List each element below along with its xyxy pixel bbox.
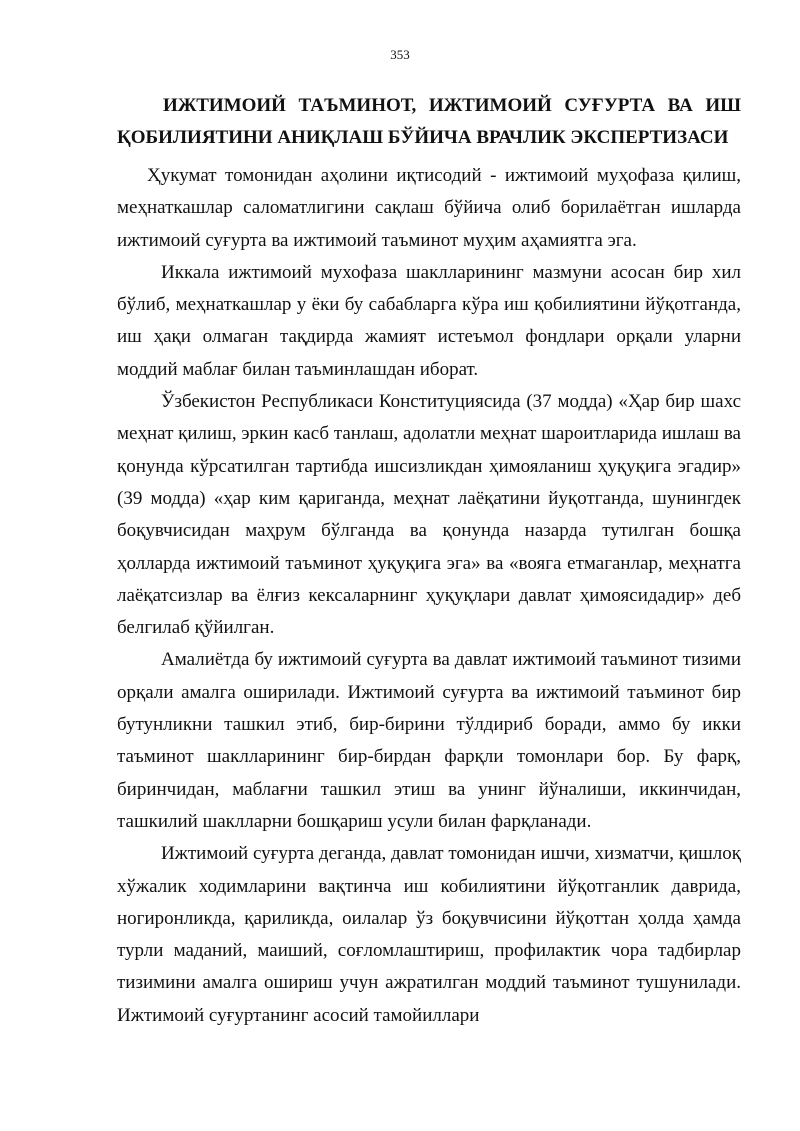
page-number: 353 bbox=[390, 47, 410, 62]
paragraph-5: Ижтимоий суғурта деганда, давлат томонидан ишчи, хизматчи, қишлоқ хўжалик ходимларини вақтинча иш кобилиятини йўқотганлик даврида, ногиронликда, қариликда, оилалар ўз боқувчисини йўқоттан ҳолда ҳамда турли маданий, маиший, соғломлаштириш, профилактик чора тадбирлар тизимини амалга ошириш учун ажратилган моддий таъминот тушунилади. Ижтимоий суғуртанинг асосий тамойиллари bbox=[117, 843, 741, 1026]
title-line-2: ҚОБИЛИЯТИНИ АНИҚЛАШ БЎЙИЧА ВРАЧЛИК ЭКСПЕРТИЗАСИ bbox=[117, 127, 729, 148]
title-line-1: ИЖТИМОИЙ ТАЪМИНОТ, ИЖТИМОИЙ СУҒУРТА ВА ИШ bbox=[163, 95, 741, 116]
paragraph-4: Амалиётда бу ижтимоий суғурта ва давлат ижтимоий таъминот тизими орқали амалга оширилади. Ижтимоий суғурта ва ижтимоий таъминот бир бутунликни ташкил этиб, бир-бирини тўлдириб боради, аммо бу икки таъминот шаклларининг бир-бирдан фарқли томонлари бор. Бу фарқ, биринчидан, маблағни ташкил этиш ва унинг йўналиши, иккинчидан, ташкилий шаклларни бошқариш усули билан фарқланади. bbox=[117, 649, 741, 832]
paragraph-1: Ҳукумат томонидан аҳолини иқтисодий - ижтимоий муҳофаза қилиш, меҳнаткашлар саломатлигини сақлаш бўйича олиб борилаётган ишларда ижтимоий суғурта ва ижтимоий таъминот муҳим аҳамиятга эга. bbox=[117, 165, 741, 251]
document-body bbox=[117, 160, 741, 1032]
document-title bbox=[117, 90, 741, 154]
paragraph-3: Ўзбекистон Республикаси Конституциясида (37 модда) «Ҳар бир шахс меҳнат қилиш, эркин касб танлаш, адолатли меҳнат шароитларида ишлаш ва қонунда кўрсатилган тартибда ишсизликдан ҳимояланиш ҳуқуқига эгадир» (39 модда) «ҳар ким қариганда, меҳнат лаёқатини йуқотганда, шунингдек боқувчисидан маҳрум бўлганда ва қонунда назарда тутилган бошқа ҳолларда ижтимоий таъминот ҳуқуқига эга» ва «вояга етмаганлар, меҳнатга лаёқатсизлар ва ёлғиз кексаларнинг ҳуқуқлари давлат ҳимоясидадир» деб белгилаб қўйилган. bbox=[117, 391, 741, 639]
paragraph-2: Иккала ижтимоий мухофаза шаклларининг мазмуни асосан бир хил бўлиб, меҳнаткашлар у ёки бу сабабларга кўра иш қобилиятини йўқотганда, иш ҳақи олмаган тақдирда жамият истеъмол фондлари орқали уларни моддий маблағ билан таъминлашдан иборат. bbox=[117, 261, 741, 380]
